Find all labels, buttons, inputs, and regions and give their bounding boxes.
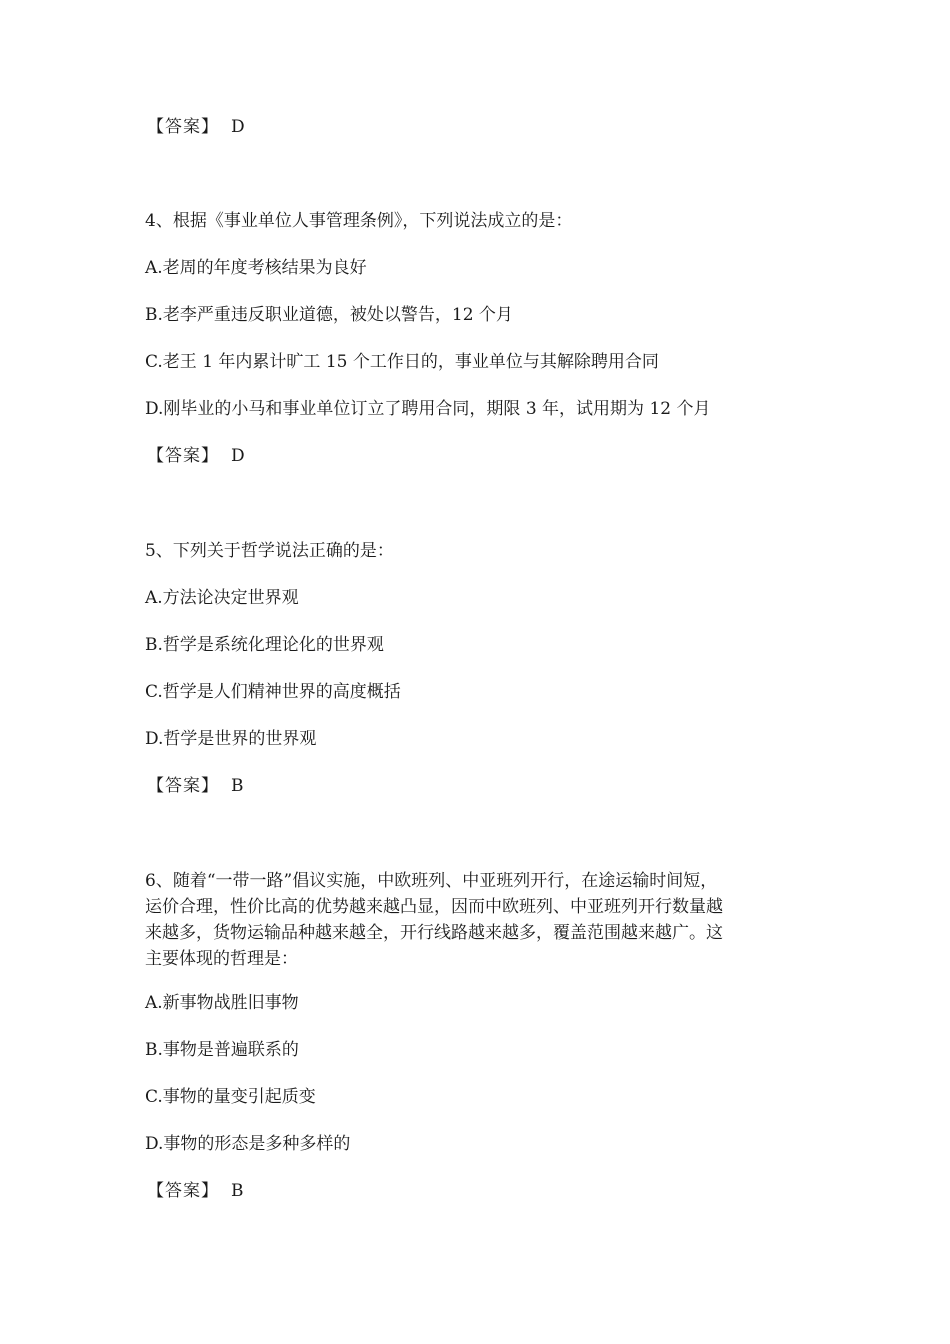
question-6-option-c: C.事物的量变引起质变 bbox=[145, 1087, 316, 1107]
answer-q6 bbox=[147, 1178, 244, 1204]
question-4-option-b: B.老李严重违反职业道德，被处以警告，12 个月 bbox=[145, 305, 513, 325]
question-4-stem: 4、根据《事业单位人事管理条例》，下列说法成立的是： bbox=[145, 211, 573, 231]
question-6-option-a: A.新事物战胜旧事物 bbox=[145, 993, 299, 1013]
answer-label: 【答案】 bbox=[147, 776, 219, 796]
question-6-option-b: B.事物是普遍联系的 bbox=[145, 1040, 299, 1060]
question-5-option-d: D.哲学是世界的世界观 bbox=[145, 729, 317, 749]
question-6-stem-line-1: 6、随着“一带一路”倡议实施，中欧班列、中亚班列开行，在途运输时间短， bbox=[145, 871, 718, 891]
question-6-stem-line-4: 主要体现的哲理是： bbox=[145, 949, 298, 969]
answer-q5 bbox=[147, 773, 244, 799]
question-6-stem-line-2: 运价合理，性价比高的优势越来越凸显，因而中欧班列、中亚班列开行数量越 bbox=[145, 897, 723, 917]
question-4-option-c: C.老王 1 年内累计旷工 15 个工作日的，事业单位与其解除聘用合同 bbox=[145, 352, 659, 372]
answer-label: 【答案】 bbox=[147, 446, 219, 466]
question-4-option-a: A.老周的年度考核结果为良好 bbox=[145, 258, 367, 278]
answer-value: D bbox=[231, 117, 245, 137]
question-5-stem: 5、下列关于哲学说法正确的是： bbox=[145, 541, 394, 561]
answer-label: 【答案】 bbox=[147, 117, 219, 137]
question-5-option-b: B.哲学是系统化理论化的世界观 bbox=[145, 635, 384, 655]
answer-q4 bbox=[147, 443, 245, 469]
question-6-option-d: D.事物的形态是多种多样的 bbox=[145, 1134, 351, 1154]
answer-label: 【答案】 bbox=[147, 1181, 219, 1201]
answer-value: B bbox=[231, 1181, 244, 1201]
answer-q3 bbox=[147, 114, 245, 140]
question-6-stem-line-3: 来越多，货物运输品种越来越全，开行线路越来越多，覆盖范围越来越广。这 bbox=[145, 923, 723, 943]
question-5-option-a: A.方法论决定世界观 bbox=[145, 588, 299, 608]
answer-value: D bbox=[231, 446, 245, 466]
question-5-option-c: C.哲学是人们精神世界的高度概括 bbox=[145, 682, 401, 702]
question-4-option-d: D.刚毕业的小马和事业单位订立了聘用合同，期限 3 年，试用期为 12 个月 bbox=[145, 399, 711, 419]
answer-value: B bbox=[231, 776, 244, 796]
